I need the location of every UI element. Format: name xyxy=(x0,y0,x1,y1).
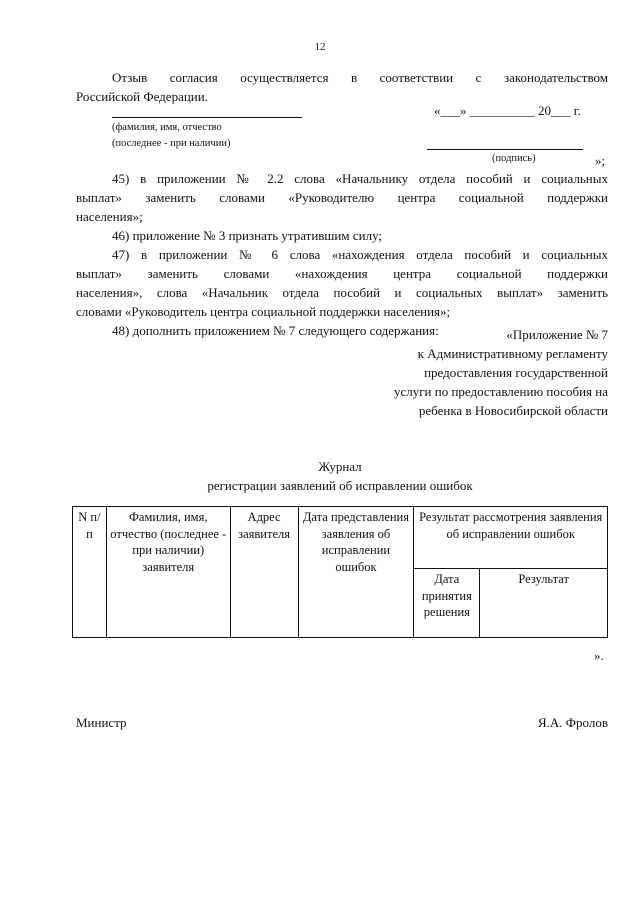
name-caption-2: (последнее - при наличии) xyxy=(112,138,231,149)
paragraph-48: 48) дополнить приложением № 7 следующего содержания: xyxy=(112,323,439,338)
paragraph-47-line-1: 47) в приложении № 6 слова «нахождения отдела пособий и социальных xyxy=(112,247,608,262)
journal-table xyxy=(72,506,608,638)
paragraph-47-line-3: населения», слова «Начальник отдела пособий и социальных выплат» заменить xyxy=(76,285,608,300)
appendix-line-2: к Административному регламенту xyxy=(417,346,608,361)
signatory-name: Я.А. Фролов xyxy=(537,715,608,730)
name-caption-1: (фамилия, имя, отчество xyxy=(112,122,222,133)
header-review-result: Результат рассмотрения заявления об исправлении ошибок xyxy=(414,507,608,569)
consent-line-2: Российской Федерации. xyxy=(76,89,208,104)
appendix-line-1: «Приложение № 7 xyxy=(506,327,608,342)
paragraph-47-line-4: словами «Руководитель центра социальной поддержки населения»; xyxy=(76,304,451,319)
page-number: 12 xyxy=(314,41,326,53)
name-underline xyxy=(112,117,302,118)
appendix-line-5: ребенка в Новосибирской области xyxy=(418,403,608,418)
date-template: «___» __________ 20___ г. xyxy=(434,103,581,118)
paragraph-45-line-3: населения»; xyxy=(76,209,143,224)
signatory-position: Министр xyxy=(76,715,127,730)
paragraph-45-line-1: 45) в приложении № 2.2 слова «Начальнику отдела пособий и социальных xyxy=(112,171,608,186)
header-applicant-address: Адрес заявителя xyxy=(230,507,298,638)
journal-closing: ». xyxy=(594,648,604,663)
header-number: N п/п xyxy=(73,507,107,638)
paragraph-45-line-2: выплат» заменить словами «Руководителю центра социальной поддержки xyxy=(76,190,608,205)
appendix-line-3: предоставления государственной xyxy=(424,365,608,380)
consent-closing: »; xyxy=(595,153,606,168)
header-applicant-name: Фамилия, имя, отчество (последнее - при наличии) заявителя xyxy=(106,507,230,638)
header-decision-date: Дата принятия решения xyxy=(414,569,480,638)
signature-underline xyxy=(427,149,583,150)
paragraph-47-line-2: выплат» заменить словами «нахождения центра социальной поддержки xyxy=(76,266,608,281)
journal-title: Журнал xyxy=(318,459,362,474)
appendix-line-4: услуги по предоставлению пособия на xyxy=(393,384,608,399)
journal-subtitle: регистрации заявлений об исправлении ошибок xyxy=(207,478,473,493)
header-submission-date: Дата представления заявления об исправлении ошибок xyxy=(298,507,414,638)
consent-line-1: Отзыв согласия осуществляется в соответствии с законодательством xyxy=(112,70,608,85)
paragraph-46: 46) приложение № 3 признать утратившим силу; xyxy=(112,228,383,243)
signature-caption: (подпись) xyxy=(492,153,536,164)
header-result: Результат xyxy=(480,569,608,638)
